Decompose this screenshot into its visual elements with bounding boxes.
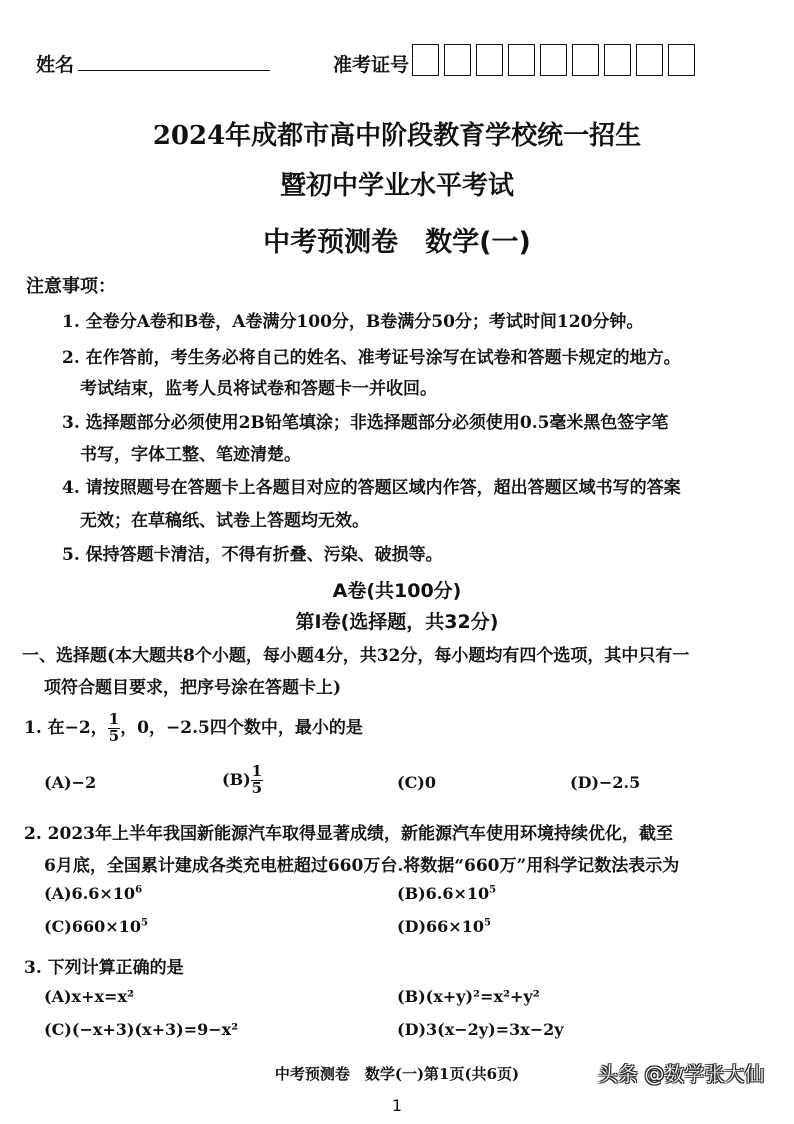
q1-option-c[interactable]: (C)0 bbox=[397, 773, 437, 792]
q2-option-c-exponent: 5 bbox=[140, 917, 148, 929]
notice-item-2-cont: 考试结束，监考人员将试卷和答题卡一并收回。 bbox=[80, 379, 437, 399]
ticket-digit-box[interactable] bbox=[572, 44, 599, 76]
q3-option-c[interactable]: (C)(−x+3)(x+3)=9−x² bbox=[44, 1020, 239, 1039]
q1-fraction-denominator: 5 bbox=[108, 726, 120, 745]
exam-title-line1: 2024年成都市高中阶段教育学校统一招生 bbox=[152, 121, 642, 151]
q1-stem-pre: 1. 在−2， bbox=[24, 717, 108, 738]
notice-item-4: 4. 请按照题号在答题卡上各题目对应的答题区域内作答，超出答题区域书写的答案 bbox=[62, 478, 681, 498]
ticket-digit-box[interactable] bbox=[668, 44, 695, 76]
q1-option-a[interactable]: (A)−2 bbox=[44, 773, 97, 792]
choice-instructions-cont: 项符合题目要求，把序号涂在答题卡上) bbox=[44, 678, 342, 698]
q1-option-b[interactable] bbox=[222, 764, 263, 797]
ticket-digit-box[interactable] bbox=[540, 44, 567, 76]
q2-option-a[interactable] bbox=[44, 884, 142, 903]
q3-option-b[interactable]: (B)(x+y)²=x²+y² bbox=[397, 987, 540, 1006]
q2-option-a-exponent: 6 bbox=[135, 884, 143, 896]
exam-subtitle: 中考预测卷 数学(一) bbox=[263, 227, 531, 258]
q1-option-b-numerator: 1 bbox=[251, 762, 263, 780]
q1-fraction-numerator: 1 bbox=[108, 710, 120, 728]
question-1 bbox=[24, 712, 363, 745]
notice-item-4-cont: 无效；在草稿纸、试卷上答题均无效。 bbox=[80, 511, 369, 531]
q1-stem-post: ，0，−2.5四个数中，最小的是 bbox=[120, 717, 363, 738]
q3-option-a[interactable]: (A)x+x=x² bbox=[44, 987, 134, 1006]
q2-option-c[interactable] bbox=[44, 917, 148, 936]
question-2: 2. 2023年上半年我国新能源汽车取得显著成绩，新能源汽车使用环境持续优化，截至 bbox=[24, 824, 673, 844]
notice-item-3: 3. 选择题部分必须使用2B铅笔填涂；非选择题部分必须使用0.5毫米黑色签字笔 bbox=[62, 413, 669, 433]
section-a-title: A卷(共100分) bbox=[332, 580, 462, 602]
q2-option-d[interactable] bbox=[397, 917, 491, 936]
q2-option-b-exponent: 5 bbox=[489, 884, 497, 896]
ticket-digit-box[interactable] bbox=[444, 44, 471, 76]
q2-option-d-exponent: 5 bbox=[483, 917, 491, 929]
q2-option-d-base: (D)66×10 bbox=[397, 917, 484, 936]
q1-option-b-denominator: 5 bbox=[251, 778, 263, 797]
notice-item-3-cont: 书写，字体工整、笔迹清楚。 bbox=[80, 445, 301, 465]
ticket-digit-box[interactable] bbox=[604, 44, 631, 76]
q3-option-d[interactable]: (D)3(x−2y)=3x−2y bbox=[397, 1020, 564, 1039]
notice-item-2: 2. 在作答前，考生务必将自己的姓名、准考证号涂写在试卷和答题卡规定的地方。 bbox=[62, 348, 681, 368]
q1-option-d[interactable]: (D)−2.5 bbox=[570, 773, 641, 792]
notice-item-1: 1. 全卷分A卷和B卷，A卷满分100分，B卷满分50分；考试时间120分钟。 bbox=[62, 312, 644, 332]
ticket-digit-box[interactable] bbox=[412, 44, 439, 76]
ticket-number-label: 准考证号 bbox=[333, 54, 410, 76]
q2-option-b-base: (B)6.6×10 bbox=[397, 884, 490, 903]
page-footer: 中考预测卷 数学(一)第1页(共6页) bbox=[274, 1065, 520, 1083]
part1-title: 第Ⅰ卷(选择题，共32分) bbox=[295, 611, 499, 633]
ticket-digit-box[interactable] bbox=[636, 44, 663, 76]
q2-option-a-base: (A)6.6×10 bbox=[44, 884, 136, 903]
choice-instructions: 一、选择题(本大题共8个小题，每小题4分，共32分，每小题均有四个选项，其中只有一 bbox=[22, 646, 690, 666]
question-2-cont: 6月底，全国累计建成各类充电桩超过660万台.将数据“660万”用科学记数法表示为 bbox=[44, 856, 680, 876]
name-field-line[interactable] bbox=[78, 70, 270, 71]
ticket-digit-box[interactable] bbox=[508, 44, 535, 76]
q1-option-b-label: (B) bbox=[222, 769, 251, 789]
q1-fraction bbox=[108, 712, 120, 745]
q1-option-b-fraction bbox=[251, 764, 263, 797]
q2-option-c-base: (C)660×10 bbox=[44, 917, 141, 936]
name-label: 姓名 bbox=[36, 54, 75, 76]
page-number: 1 bbox=[391, 1096, 403, 1115]
exam-title-line2: 暨初中学业水平考试 bbox=[279, 171, 514, 201]
question-3: 3. 下列计算正确的是 bbox=[24, 958, 184, 978]
notice-heading: 注意事项： bbox=[26, 276, 116, 297]
watermark: 头条 @数学张大仙 bbox=[598, 1062, 765, 1086]
notice-item-5: 5. 保持答题卡清洁，不得有折叠、污染、破损等。 bbox=[62, 545, 443, 565]
ticket-digit-box[interactable] bbox=[476, 44, 503, 76]
q2-option-b[interactable] bbox=[397, 884, 496, 903]
ticket-number-boxes bbox=[412, 44, 695, 76]
